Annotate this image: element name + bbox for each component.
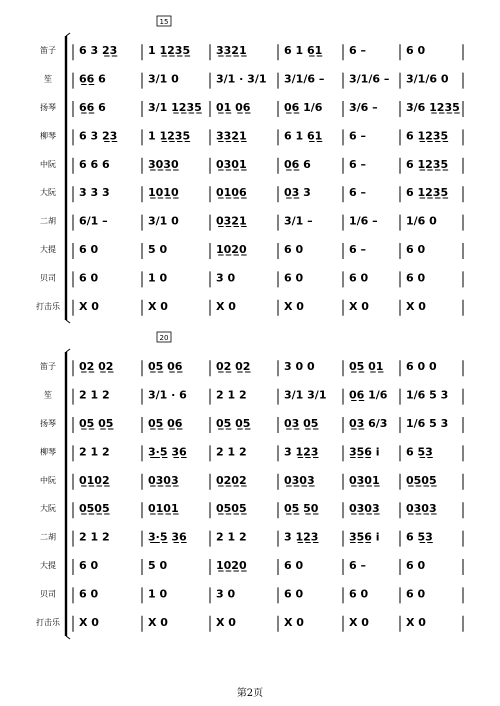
bracket-hook [66, 320, 70, 323]
measure-cell: 6 0 [406, 587, 426, 601]
measure-cell: 0̲3̲0̲1̲ [216, 157, 247, 171]
measure-cell: 6 0 [284, 243, 304, 256]
measure-cell: 0̲5̲ 5̲0̲ [284, 502, 319, 516]
measure-cell: X 0 [349, 299, 369, 313]
measure-cell: 3/1 1̲2̲3̲5̲ [148, 101, 202, 114]
measure-cell: 6 – [349, 157, 366, 171]
measure-cell: 6 0 [406, 271, 426, 285]
instrument-label: 贝司 [40, 273, 56, 283]
measure-cell: 6 – [349, 186, 366, 200]
measure-cell: X 0 [406, 615, 426, 629]
measure-cell: 3 1̲2̲3̲ [284, 530, 319, 544]
measure-cell: 0̲3̲ 3 [284, 186, 311, 200]
measure-cell: 0̲1̲0̲6̲ [216, 186, 247, 200]
measure-cell: 2 1 2 [216, 388, 247, 402]
measure-cell: 0̲1̲0̲2̲ [79, 473, 110, 487]
measure-cell: 2 1 2 [216, 530, 247, 544]
measure-cell: 3 0 [216, 271, 236, 285]
measure-cell: X 0 [148, 615, 168, 629]
measure-cell: X 0 [79, 615, 99, 629]
instrument-label: 贝司 [40, 589, 56, 599]
measure-cell: 6 – [349, 129, 366, 143]
measure-cell: X 0 [79, 299, 99, 313]
measure-cell: 6 3 2̲3̲ [79, 129, 118, 143]
measure-cell: X 0 [284, 299, 304, 313]
measure-cell: 6 0 [284, 587, 304, 601]
measure-cell: 0̲5̲0̲5̲ [216, 502, 247, 516]
measure-cell: 1̲0̲2̲0̲ [216, 559, 247, 572]
measure-cell: 0̲3̲0̲3̲ [349, 502, 380, 516]
measure-cell: 1/6 – [349, 214, 378, 228]
measure-cell: 3/1/6 0 [406, 72, 449, 86]
measure-cell: 0̲5̲0̲5̲ [406, 473, 437, 487]
measure-cell: 0̲2̲ 0̲2̲ [216, 360, 251, 374]
measure-cell: 6 0 [406, 559, 426, 572]
measure-cell: 1 1̲2̲3̲5̲ [148, 129, 191, 143]
instrument-label: 中阮 [40, 159, 56, 169]
measure-cell: 6 1̲2̲3̲5̲ [406, 186, 449, 200]
measure-cell: 2 1 2 [79, 388, 110, 402]
measure-cell: 6 1 6̲1̲ [284, 44, 323, 58]
instrument-label: 中阮 [40, 475, 56, 485]
measure-cell: 6 – [349, 44, 366, 58]
measure-cell: 3̲·̲5̲ 3̲6̲ [148, 530, 187, 544]
measure-cell: 3̲0̲3̲0̲ [148, 157, 179, 171]
measure-cell: 6 – [349, 559, 366, 572]
measure-number: 20 [159, 334, 169, 342]
measure-cell: 6 6 6 [79, 157, 110, 171]
measure-number: 15 [159, 18, 169, 26]
measure-cell: X 0 [406, 299, 426, 313]
measure-cell: 0̲5̲ 0̲5̲ [216, 417, 251, 430]
measure-cell: 0̲5̲0̲5̲ [79, 502, 110, 516]
measure-cell: 3/1 · 3/1 [216, 72, 267, 86]
instrument-label: 大阮 [40, 188, 56, 198]
measure-cell: 0̲3̲0̲3̲ [284, 473, 315, 487]
measure-cell: 3̲5̲6̲ i [349, 530, 380, 544]
measure-cell: 6 0 [349, 271, 369, 285]
measure-cell: 0̲1̲ 0̲6̲ [216, 101, 251, 114]
measure-cell: 3/1 – [284, 214, 313, 228]
measure-cell: 6 5̲3̲ [406, 445, 433, 459]
measure-cell: 6̲6̲ 6 [79, 101, 106, 114]
measure-cell: 3 1̲2̲3̲ [284, 445, 319, 459]
measure-cell: 5 0 [148, 559, 168, 572]
instrument-label: 柳琴 [40, 131, 56, 141]
measure-cell: 0̲6̲ 1/6 [284, 101, 323, 114]
measure-cell: 6 0 [79, 559, 99, 572]
instrument-label: 二胡 [40, 216, 56, 226]
measure-cell: 0̲3̲0̲3̲ [406, 502, 437, 516]
measure-cell: 6 3 2̲3̲ [79, 44, 118, 58]
measure-cell: 0̲3̲0̲3̲ [148, 473, 179, 487]
measure-cell: 3/6 – [349, 101, 378, 114]
measure-cell: 6 0 [406, 44, 426, 58]
bracket-hook [66, 636, 70, 639]
instrument-label: 扬琴 [40, 419, 56, 428]
measure-cell: X 0 [349, 615, 369, 629]
instrument-label: 扬琴 [40, 103, 56, 112]
instrument-label: 大提 [40, 245, 56, 254]
measure-cell: 6 – [349, 243, 366, 256]
measure-cell: X 0 [216, 299, 236, 313]
measure-cell: 5 0 [148, 243, 168, 256]
instrument-label: 打击乐 [36, 617, 60, 627]
measure-cell: X 0 [148, 299, 168, 313]
instrument-label: 笙 [44, 74, 52, 84]
measure-cell: 3/1/6 – [284, 72, 325, 86]
measure-cell: 6 0 0 [406, 360, 437, 374]
measure-cell: 6 1 6̲1̲ [284, 129, 323, 143]
measure-cell: 0̲3̲2̲1̲ [216, 214, 247, 228]
bracket-hook [66, 33, 70, 36]
measure-cell: 0̲5̲ 0̲5̲ [79, 417, 114, 430]
measure-cell: 3/1/6 – [349, 72, 390, 86]
measure-cell: 3̲5̲6̲ i [349, 445, 380, 459]
measure-cell: 0̲5̲ 0̲6̲ [148, 417, 183, 430]
measure-cell: 0̲2̲0̲2̲ [216, 473, 247, 487]
instrument-label: 笛子 [40, 46, 56, 56]
measure-cell: 2 1 2 [216, 445, 247, 459]
measure-cell: 3/1 0 [148, 72, 179, 86]
measure-cell: 1̲0̲2̲0̲ [216, 243, 247, 256]
measure-cell: 3 0 [216, 587, 236, 601]
instrument-label: 柳琴 [40, 447, 56, 457]
measure-cell: 0̲5̲ 0̲6̲ [148, 360, 183, 374]
measure-cell: 1 0 [148, 271, 168, 285]
instrument-label: 大提 [40, 561, 56, 570]
measure-cell: 1 0 [148, 587, 168, 601]
measure-cell: 3/1 · 6 [148, 388, 187, 402]
instrument-label: 二胡 [40, 532, 56, 542]
measure-cell: 6 0 [284, 559, 304, 572]
instrument-label: 大阮 [40, 504, 56, 514]
measure-cell: 6 5̲3̲ [406, 530, 433, 544]
instrument-label: 笛子 [40, 362, 56, 372]
bracket-hook [66, 349, 70, 352]
measure-cell: X 0 [216, 615, 236, 629]
measure-cell: 0̲3̲ 6/3 [349, 417, 388, 430]
measure-cell: 0̲3̲ 0̲5̲ [284, 417, 319, 430]
measure-cell: 6 0 [79, 243, 99, 256]
instrument-label: 笙 [44, 390, 52, 400]
measure-cell: 6 0 [79, 271, 99, 285]
measure-cell: 3/1 3/1 [284, 388, 327, 402]
measure-cell: 3/6 1̲2̲3̲5̲ [406, 101, 460, 114]
measure-cell: 0̲1̲0̲1̲ [148, 502, 179, 516]
measure-cell: 6̲6̲ 6 [79, 72, 106, 86]
measure-cell: 1/6 5 3 [406, 417, 449, 430]
measure-cell: 1̲0̲1̲0̲ [148, 186, 179, 200]
measure-cell: 3 0 0 [284, 360, 315, 374]
measure-cell: 6 1̲2̲3̲5̲ [406, 157, 449, 171]
measure-cell: 3 3 3 [79, 186, 110, 200]
measure-cell: 6 0 [284, 271, 304, 285]
measure-cell: 6 0 [406, 243, 426, 256]
measure-cell: 0̲5̲ 0̲1̲ [349, 360, 384, 374]
measure-cell: 1/6 5 3 [406, 388, 449, 402]
measure-cell: 3̲3̲2̲1̲ [216, 44, 247, 58]
page-number: 第2页 [236, 688, 264, 699]
measure-cell: 6 0 [79, 587, 99, 601]
measure-cell: 6 1̲2̲3̲5̲ [406, 129, 449, 143]
measure-cell: 0̲2̲ 0̲2̲ [79, 360, 114, 374]
measure-cell: 1 1̲2̲3̲5̲ [148, 44, 191, 58]
measure-cell: 6 0 [349, 587, 369, 601]
measure-cell: 2 1 2 [79, 530, 110, 544]
measure-cell: 1/6 0 [406, 214, 437, 228]
measure-cell: X 0 [284, 615, 304, 629]
measure-cell: 0̲3̲0̲1̲ [349, 473, 380, 487]
measure-cell: 3̲3̲2̲1̲ [216, 129, 247, 143]
measure-cell: 3̲·̲5̲ 3̲6̲ [148, 445, 187, 459]
measure-cell: 2 1 2 [79, 445, 110, 459]
measure-cell: 0̲6̲ 1/6 [349, 388, 388, 402]
measure-cell: 3/1 0 [148, 214, 179, 228]
instrument-label: 打击乐 [36, 301, 60, 311]
measure-cell: 0̲6̲ 6 [284, 157, 311, 171]
measure-cell: 6/1 – [79, 214, 108, 228]
